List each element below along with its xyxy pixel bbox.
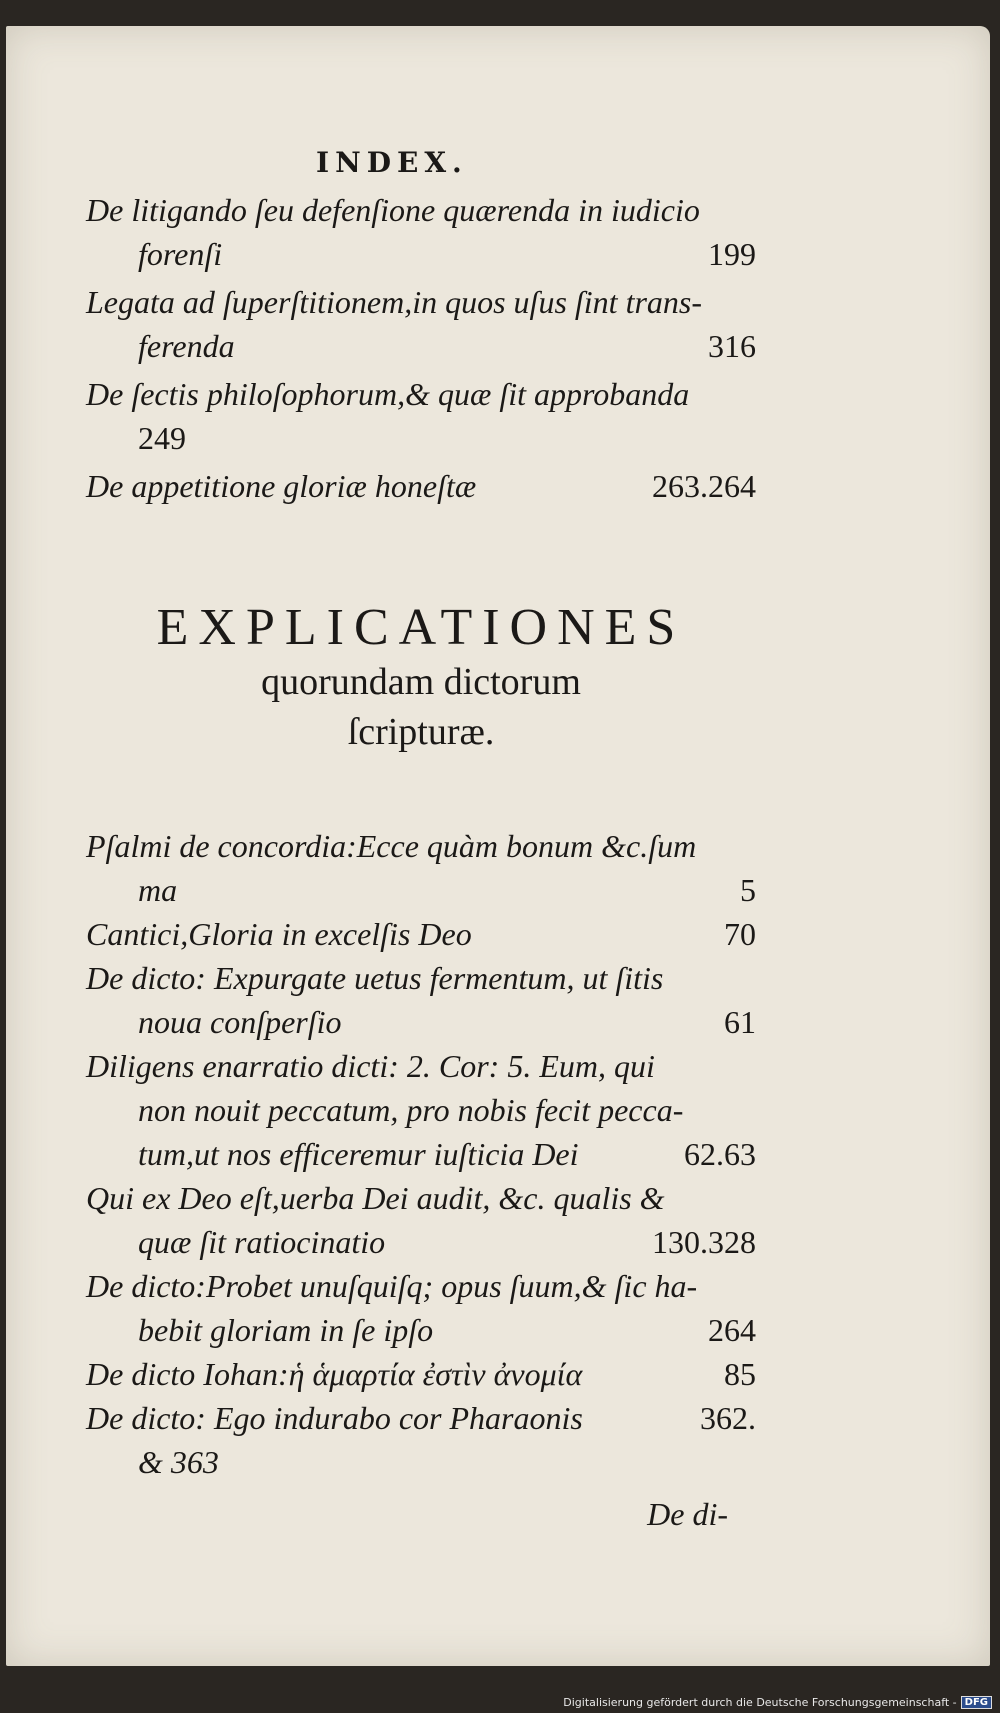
entry-line: De dicto: Expurgate uetus fermentum, ut ſitis: [86, 960, 664, 996]
page-ref: 130.328: [652, 1224, 756, 1260]
entry-line: Legata ad ſuperſtitionem,in quos uſus ſint trans-: [86, 284, 703, 320]
entry-line: Diligens enarratio dicti: 2. Cor: 5. Eum, qui: [86, 1048, 655, 1084]
entry-line: quæ ſit ratiocinatio: [138, 1224, 386, 1260]
entry-line: De dicto: Ego indurabo cor Pharaonis: [86, 1400, 583, 1436]
entry-line: 249: [138, 420, 186, 456]
page-ref: 70: [724, 916, 756, 952]
index-entry: [86, 464, 756, 508]
entry-line: ma: [138, 872, 178, 908]
credit-text: Digitalisierung gefördert durch die Deutsche Forschungsgemeinschaft -: [563, 1696, 957, 1709]
entry-line: De appetitione gloriæ honeſtæ: [86, 468, 477, 504]
explication-entry: [86, 1396, 756, 1484]
entry-line: ferenda: [138, 328, 235, 364]
page-ref: 5: [740, 872, 756, 908]
entry-line: forenſi: [138, 236, 223, 272]
entry-line: De dicto Iohan:ἡ ἁμαρτία ἐστὶν ἀνομία: [86, 1356, 583, 1392]
page-ref: 263.264: [652, 468, 756, 504]
index-entry: [86, 280, 756, 368]
explication-entry: [86, 1264, 756, 1352]
digitization-credit: [563, 1696, 992, 1709]
explication-entry: [86, 956, 756, 1044]
entry-line: Qui ex Deo eſt,uerba Dei audit, &c. qualis &: [86, 1180, 665, 1216]
catchword: De di-: [647, 1496, 728, 1532]
dfg-logo-icon: DFG: [961, 1696, 992, 1709]
section-subtitle: quorundam dictorum: [261, 661, 581, 703]
page-ref: 62.63: [684, 1136, 756, 1172]
page-ref: 61: [724, 1004, 756, 1040]
explication-entry: [86, 912, 756, 956]
section-subtitle: ſcripturæ.: [347, 711, 495, 753]
page-ref: 199: [708, 236, 756, 272]
entry-line: & 363: [138, 1444, 219, 1480]
page-ref: 362.: [700, 1400, 756, 1436]
entry-line: Cantici,Gloria in excelſis Deo: [86, 916, 472, 952]
index-entry: [86, 188, 756, 276]
entry-line: De dicto:Probet unuſquiſq; opus ſuum,& ſic ha-: [86, 1268, 698, 1304]
index-entry: [86, 372, 756, 460]
section-title: EXPLICATIONES: [156, 599, 686, 656]
entry-line: De litigando ſeu defenſione quærenda in iudicio: [86, 192, 700, 228]
page-ref: 85: [724, 1356, 756, 1392]
explication-entry: [86, 1176, 756, 1264]
entry-line: Pſalmi de concordia:Ecce quàm bonum &c.ſum: [86, 828, 697, 864]
explication-entry: [86, 1352, 756, 1396]
entry-line: bebit gloriam in ſe ipſo: [138, 1312, 434, 1348]
entry-line: tum,ut nos efficeremur iuſticia Dei: [138, 1136, 579, 1172]
entry-line: noua conſperſio: [138, 1004, 342, 1040]
explication-entry: [86, 824, 756, 912]
entry-line: De ſectis philoſophorum,& quæ ſit approbanda: [86, 376, 690, 412]
running-head: INDEX.: [316, 146, 468, 179]
page-ref: 264: [708, 1312, 756, 1348]
entry-line: non nouit peccatum, pro nobis fecit pecca-: [138, 1092, 684, 1128]
book-page: [6, 26, 990, 1666]
explication-entry: [86, 1044, 756, 1176]
page-ref: 316: [708, 328, 756, 364]
